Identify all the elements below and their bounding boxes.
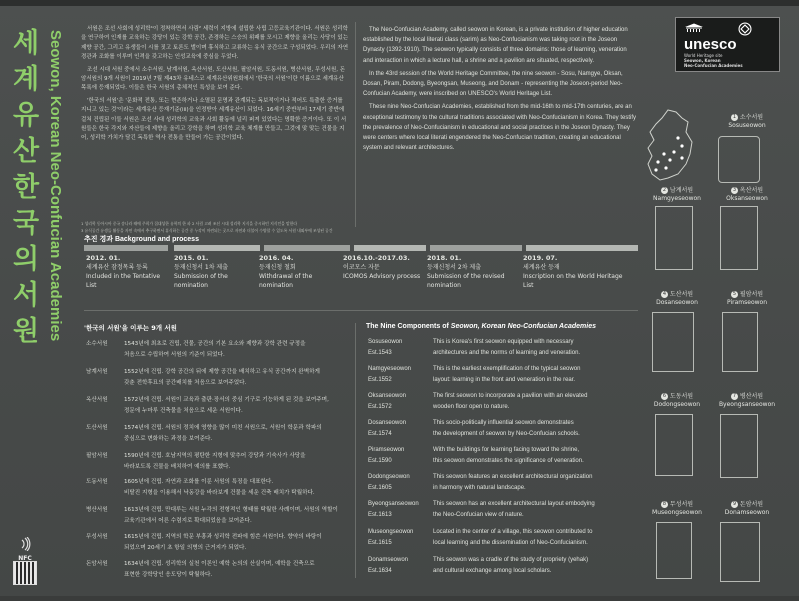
component-desc: 1552년에 건립. 강학 공간의 뒤에 제향 공간을 배치하고 유식 공간까지 완벽하게 [124, 369, 320, 375]
component-desc-en: architectures and the norms of learning and veneration. [433, 350, 581, 356]
site-plan-oksan [720, 206, 758, 270]
component-name: 돈암서원 [86, 561, 108, 567]
component-name: 무성서원 [86, 534, 108, 540]
component-row-ko [86, 451, 348, 475]
component-year: Est.1552 [368, 377, 392, 383]
components-heading-ko: '한국의 서원'을 이루는 9개 서원 [84, 324, 177, 332]
component-year: Est.1613 [368, 512, 392, 518]
component-desc-en: local learning and the dissemination of Neo-Confucianism. [433, 540, 588, 546]
title-char: 세 [12, 28, 40, 59]
footnote: 3 유식공간 유생들 활동을 자연 속에서 추구하면서 휴식하는 공간 중 누각이 마련되는 곳으로 자연과 더불어 수양할 수 있도록 서원 내외부에 조성된 공간 [81, 228, 333, 233]
timeline-segment [526, 245, 638, 251]
intro-ko-paragraph: 서원은 조선 사회에 성리학¹이 정착하면서 사림² 세력이 지방에 설립한 사립 고등교육기관이다. 서원은 성리학을 연구하여 인재를 교육하는 강당이 있는 강학 공간, 존경하는 스승의 위패를 모시고 제향을 올리는 사당이 있는 제향 공간, 그리고 유생들이 시를 짓고 토론도 벌이며 휴식하고 교류하는 유식 공간으로 구성되었다. 우리의 자연경관과 조화를 이루며 인격을 갖고하는 인성교육에 중심을 두었다. [81, 26, 349, 61]
nfc-label: NFC [18, 555, 32, 562]
intro-en-paragraph: The Neo-Confucian Academy, called seowon in Korean, is a private institution of higher education established by the local literati class (sarim) as Neo-Confucianism was taking root in the Joseon Dynasty (1392-1910). The seowon typically consists of three domains: those of learning, veneration and interaction in which a lecture hall, a shrine and a pavilion are situated, respectively. [363, 27, 628, 64]
component-year: Est.1590 [368, 458, 392, 464]
site-label-byeongsan [712, 393, 782, 409]
component-row-en [368, 472, 638, 496]
component-desc: 1634년에 건립. 성리학의 실천 이론인 예학 논의의 산실이며, 예학을 건축으로 [124, 561, 315, 567]
site-number: 7 [732, 393, 736, 399]
component-name: 남계서원 [86, 369, 108, 375]
site-name-en: Dosanseowon [656, 299, 698, 306]
component-desc-en: This seowon has an excellent architectural layout embodying [433, 501, 595, 507]
component-desc-en: the Neo-Confucian view of nature. [433, 512, 524, 518]
component-row-ko [86, 339, 348, 363]
title-korean [9, 26, 43, 350]
section-divider [84, 310, 638, 311]
components-heading-prefix: The Nine Components of [366, 323, 451, 330]
stage-en: Included in the Tentative List [86, 273, 161, 289]
component-desc: 1572년에 건립. 서원이 교육과 출판·장서의 중심 기구로 기능하게 된 것을 보여주며, [124, 397, 329, 403]
component-name: 옥산서원 [86, 397, 108, 403]
stage-en: Submission of the nomination [174, 273, 228, 289]
process-stage [86, 254, 164, 290]
site-label-oksan [712, 187, 782, 203]
site-name-en: Sosuseowon [728, 122, 766, 129]
component-row-en [368, 337, 638, 361]
stage-date: 2016. 04. [259, 254, 294, 262]
site-name-ko: 돈암서원 [739, 501, 764, 508]
component-desc-en: and cultural exchange among local scholars. [433, 568, 552, 574]
component-desc: 1574년에 건립. 서원의 정치에 영향을 많이 미친 서원으로, 서원이 학문과 학파의 [124, 425, 322, 431]
component-desc-en: layout: learning in the front and veneration in the rear. [433, 377, 576, 383]
site-name-en: Dodongseowon [653, 401, 701, 408]
component-desc: 1543년에 최초로 건립, 건물, 공간의 기본 요소와 제향과 강학 관련 규정을 [124, 341, 306, 347]
unesco-wordmark: unesco [684, 36, 737, 53]
site-plan-namgye [655, 206, 693, 270]
process-stage [523, 254, 623, 290]
component-name-en: Oksanseowon [368, 393, 407, 399]
component-desc: 갖춘 전학후묘의 공간배치를 처음으로 보여주었다. [124, 380, 247, 386]
component-row-ko [86, 477, 348, 501]
component-desc: 처음으로 수립하여 서원의 기준이 되었다. [124, 352, 225, 358]
world-heritage-icon [738, 22, 752, 36]
site-number: 3 [732, 187, 736, 193]
intro-korean [81, 25, 349, 147]
component-desc-en: in harmony with natural landscape. [433, 485, 526, 491]
component-name-en: Dosanseowon [368, 420, 407, 426]
nfc-icon [14, 537, 36, 551]
stage-date: 2015. 01. [174, 254, 209, 262]
process-stage [427, 254, 505, 290]
component-year: Est.1574 [368, 431, 392, 437]
component-desc-en: This seowon was a cradle of the study of propriety (yehak) [433, 557, 589, 563]
unesco-caption [684, 53, 769, 68]
site-number: 4 [662, 291, 666, 297]
site-name-en: Byeongsanseowon [718, 401, 776, 408]
component-name-en: Byeongsanseowon [368, 501, 419, 507]
component-year: Est.1543 [368, 350, 392, 356]
site-name-ko: 옥산서원 [739, 187, 764, 194]
component-name: 병산서원 [86, 507, 108, 513]
stage-date: 2019. 07. [523, 254, 558, 262]
title-char: 유 [12, 100, 40, 131]
column-divider [355, 22, 356, 227]
site-plan-dosan [652, 312, 694, 372]
component-year: Est.1634 [368, 568, 392, 574]
component-desc: 비탈진 지형을 이용해서 낙동강을 바라보게 건물을 세운 건축 배치가 탁월하다. [124, 490, 315, 496]
site-label-piram [712, 291, 782, 307]
component-desc: 정문에 누마루 건축물을 처음으로 세운 서원이다. [124, 408, 243, 414]
component-row-en [368, 364, 638, 388]
stage-ko: 세계유산 잠정목록 등록 [86, 264, 148, 271]
nfc-tag[interactable] [14, 536, 36, 562]
qr-code[interactable] [14, 562, 36, 584]
title-char: 계 [12, 64, 40, 95]
component-row-ko [86, 395, 348, 419]
title-english-vertical: Seowon, Korean Neo-Confucian Academies [47, 30, 64, 342]
component-row-ko [86, 423, 348, 447]
timeline-segment [354, 245, 426, 251]
component-desc: 1615년에 건립. 지역의 학문 부흥과 성리학 전파에 힘쓴 서원이다. 향약의 바탕이 [124, 534, 322, 540]
component-name: 필암서원 [86, 453, 108, 459]
component-row-ko [86, 559, 348, 583]
title-char: 원 [12, 316, 40, 347]
unesco-caption-line: Neo-Confucian Academies [684, 63, 743, 68]
component-name-en: Donamseowon [368, 557, 409, 563]
component-name: 도산서원 [86, 425, 108, 431]
site-name-ko: 남계서원 [669, 187, 694, 194]
component-desc: 1613년에 건립. 만대루는 서원 누각의 전형적인 형태를 탁월한 사례이며, 서원의 역할이 [124, 507, 338, 513]
component-desc: 교육기관에서 어른 수렴지로 확대되었음을 보여준다. [124, 518, 252, 524]
site-label-museong [642, 501, 712, 517]
components-heading-en [366, 323, 596, 330]
site-plan-dodong [655, 414, 693, 476]
component-desc-en: This seowon features an excellent architectural organization [433, 474, 593, 480]
component-name-en: Namgyeseowon [368, 366, 412, 372]
component-desc-en: Located in the center of a village, this seowon contributed to [433, 529, 593, 535]
component-desc: 1605년에 건립. 자연과 조화를 이룬 서원의 특징을 대표한다. [124, 479, 274, 485]
board-frame-top [0, 0, 799, 6]
site-label-dodong [642, 393, 712, 409]
site-name-en: Oksanseowon [726, 195, 768, 202]
site-number: 5 [732, 291, 736, 297]
stage-ko: 등재신청서 1차 제출 [174, 264, 229, 271]
intro-ko-paragraph: 조선 시대 서원 중에서 소수서원, 남계서원, 옥산서원, 도산서원, 필암서원, 도동서원, 병산서원, 무성서원, 돈암서원의 9개 서원이 2019년 7월 제43차 유네스코 세계유산위원회에서 '한국의 서원'이란 이름으로 세계유산목록에 등재되었다. 이들은 한국 서원의 총체적인 특성을 보여 준다. [81, 66, 346, 92]
process-stage [174, 254, 252, 290]
stage-ko: 세계유산 등재 [523, 264, 560, 271]
component-row-ko [86, 367, 348, 391]
component-desc-en: The first seowon to incorporate a pavilion with an elevated [433, 393, 588, 399]
component-desc-en: This is Korea's first seowon equipped with necessary [433, 339, 574, 345]
title-char: 의 [12, 244, 40, 275]
component-name-en: Dodongseowon [368, 474, 410, 480]
component-desc: 바라보도록 건물을 배치하여 예의를 표했다. [124, 464, 231, 470]
title-char: 한 [12, 172, 40, 203]
site-plan-museong [656, 522, 692, 579]
process-stage [343, 254, 427, 281]
component-name-en: Museongseowon [368, 529, 414, 535]
intro-en-paragraph: In the 43rd session of the World Heritage Committee, the nine seowon - Sosu, Namgye, Oksan, Dosan, Piram, Dodong, Byeongsan, Museong, and Donam - representing the Joseon-period Neo-Confucian Academy, were inscribed on UNESCO's World Heritage List. [363, 70, 623, 98]
stage-en: Inscription on the World Heritage List [523, 273, 623, 289]
component-name-en: Sosuseowon [368, 339, 403, 345]
component-desc: 되었으며 20세기 초 항일 의병의 근거지가 되었다. [124, 545, 247, 551]
site-plan-sosu [718, 136, 760, 183]
board-frame-bottom [0, 596, 799, 601]
site-number: 1 [732, 114, 736, 120]
footnote: 1 성리학 동아시아 중국 송나라 때에 주희가 집대성한 유학의 한 파 2 사림 고려 조선 시대 성리학 지식을 중시하던 지식인을 말한다 [81, 221, 298, 226]
component-row-en [368, 499, 638, 523]
component-name: 소수서원 [86, 341, 108, 347]
intro-en-paragraph: These nine Neo-Confucian Academies, established from the mid-16th to mid-17th centuries, are an exceptional testimony to the cultural traditions associated with Neo-Confucianism in Korea. They testify the prevalence of Neo-Confucianism in educational and social practices in the Joseon Dynasty. They were centers where local literati engendered the Neo-Confucian tradition, creating an educational system and relevant architectures. [363, 104, 637, 152]
process-stage [259, 254, 337, 290]
timeline-segment [174, 245, 260, 251]
site-number: 6 [662, 393, 666, 399]
site-name-ko: 도산서원 [669, 291, 694, 298]
stage-date: 2012. 01. [86, 254, 121, 262]
component-desc-en: the development of seowon by Neo-Confucian schools. [433, 431, 580, 437]
korea-map-icon [638, 108, 698, 183]
site-name-ko: 도동서원 [669, 393, 694, 400]
site-name-en: Piramseowon [726, 299, 767, 306]
component-desc: 1590년에 건립. 호남지역의 평탄한 지형에 맞추어 강당과 기숙사가 사당을 [124, 453, 306, 459]
stage-en: Submission of the revised nomination [427, 273, 505, 289]
site-name-ko: 무성서원 [669, 501, 694, 508]
process-timeline [84, 245, 638, 251]
title-char: 산 [12, 136, 40, 167]
component-desc-en: With the buildings for learning facing toward the shrine, [433, 447, 580, 453]
component-row-en [368, 391, 638, 415]
component-name-en: Piramseowon [368, 447, 405, 453]
site-label-donam [712, 501, 782, 517]
component-row-en [368, 527, 638, 551]
component-year: Est.1572 [368, 404, 392, 410]
unesco-emblem-box [675, 17, 780, 72]
site-plan-donam [720, 522, 760, 582]
stage-en: ICOMOS Advisory process [343, 273, 421, 280]
stage-ko: 등재신청 철회 [259, 264, 296, 271]
intro-english [363, 25, 637, 156]
component-desc: 중심으로 변화하는 과정을 보여준다. [124, 436, 213, 442]
component-row-ko [86, 532, 348, 556]
title-char: 국 [12, 208, 40, 239]
footnotes-korean [81, 220, 349, 234]
components-heading-em: Seowon, Korean Neo-Confucian Academies [450, 323, 596, 330]
process-heading: 추진 경과 Background and process [84, 236, 199, 243]
component-row-en [368, 555, 638, 579]
intro-ko-paragraph: '한국의 서원'은 '문화적 전통, 또는 현존하거나 소멸된 문명과 관계되는 독보적이거나 적어도 특출한 증거를 지니고 있는 것'이라는 세계유산 등재기준(iii)을 인정받아 세계유산이 되었다. 16세기 중반부터 17세기 중반에 걸쳐 건립된 이들 서원은 조선 사대 성리학의 교육과 사회 활동에 널리 퍼져 있었다는 명확한 증거이다. 또 이 서원들은 한국 각지와 자산들에 제향을 올리고 강학을 하며 성리학 교육 체계를 만들고, 그것에 맞 맞는 건물을 지어, 성리학 가치가 담긴 독특한 역사 전통을 만들어 가는 공간이었다. [81, 97, 347, 142]
site-number: 2 [662, 187, 666, 193]
site-label-dosan [642, 291, 712, 307]
site-plan-piram [722, 312, 758, 372]
timeline-segment [264, 245, 350, 251]
site-name-en: Namgyeseowon [653, 195, 701, 202]
site-number: 8 [662, 501, 666, 507]
component-desc: 표현한 강학당인 응도당이 탁월하다. [124, 572, 213, 578]
site-name-en: Donamseowon [724, 509, 770, 516]
site-name-ko: 필암서원 [739, 291, 764, 298]
component-desc-en: this seowon demonstrates the significance of veneration. [433, 458, 584, 464]
unesco-temple-icon [684, 23, 704, 33]
stage-date: 2016.10.-2017.03. [343, 254, 410, 262]
stage-en: Withdrawal of the nomination [259, 273, 313, 289]
stage-ko: 이코모스 자문 [343, 264, 380, 271]
component-year: Est.1605 [368, 485, 392, 491]
unesco-caption-line: World Heritage site [684, 53, 723, 58]
component-desc-en: wooden floor open to nature. [433, 404, 510, 410]
site-name-ko: 병산서원 [739, 393, 764, 400]
site-plan-byeongsan [720, 414, 758, 478]
component-name: 도동서원 [86, 479, 108, 485]
site-name-ko: 소수서원 [739, 114, 764, 121]
timeline-segment [84, 245, 168, 251]
site-label-sosu [712, 114, 782, 130]
component-row-en [368, 418, 638, 442]
component-row-en [368, 445, 638, 469]
component-desc-en: This is the earliest exemplification of the typical seowon [433, 366, 581, 372]
component-desc-en: This socio-politically influential seowon demonstrates [433, 420, 574, 426]
component-year: Est.1615 [368, 540, 392, 546]
site-number: 9 [732, 501, 736, 507]
component-row-ko [86, 505, 348, 529]
column-divider [355, 323, 356, 578]
timeline-segment [430, 245, 522, 251]
stage-date: 2018. 01. [427, 254, 462, 262]
title-char: 서 [12, 280, 40, 311]
unesco-caption-line: Seowon, Korean [684, 58, 721, 63]
site-name-en: Museongseowon [652, 509, 702, 516]
stage-ko: 등재신청서 2차 제출 [427, 264, 482, 271]
site-label-namgye [642, 187, 712, 203]
